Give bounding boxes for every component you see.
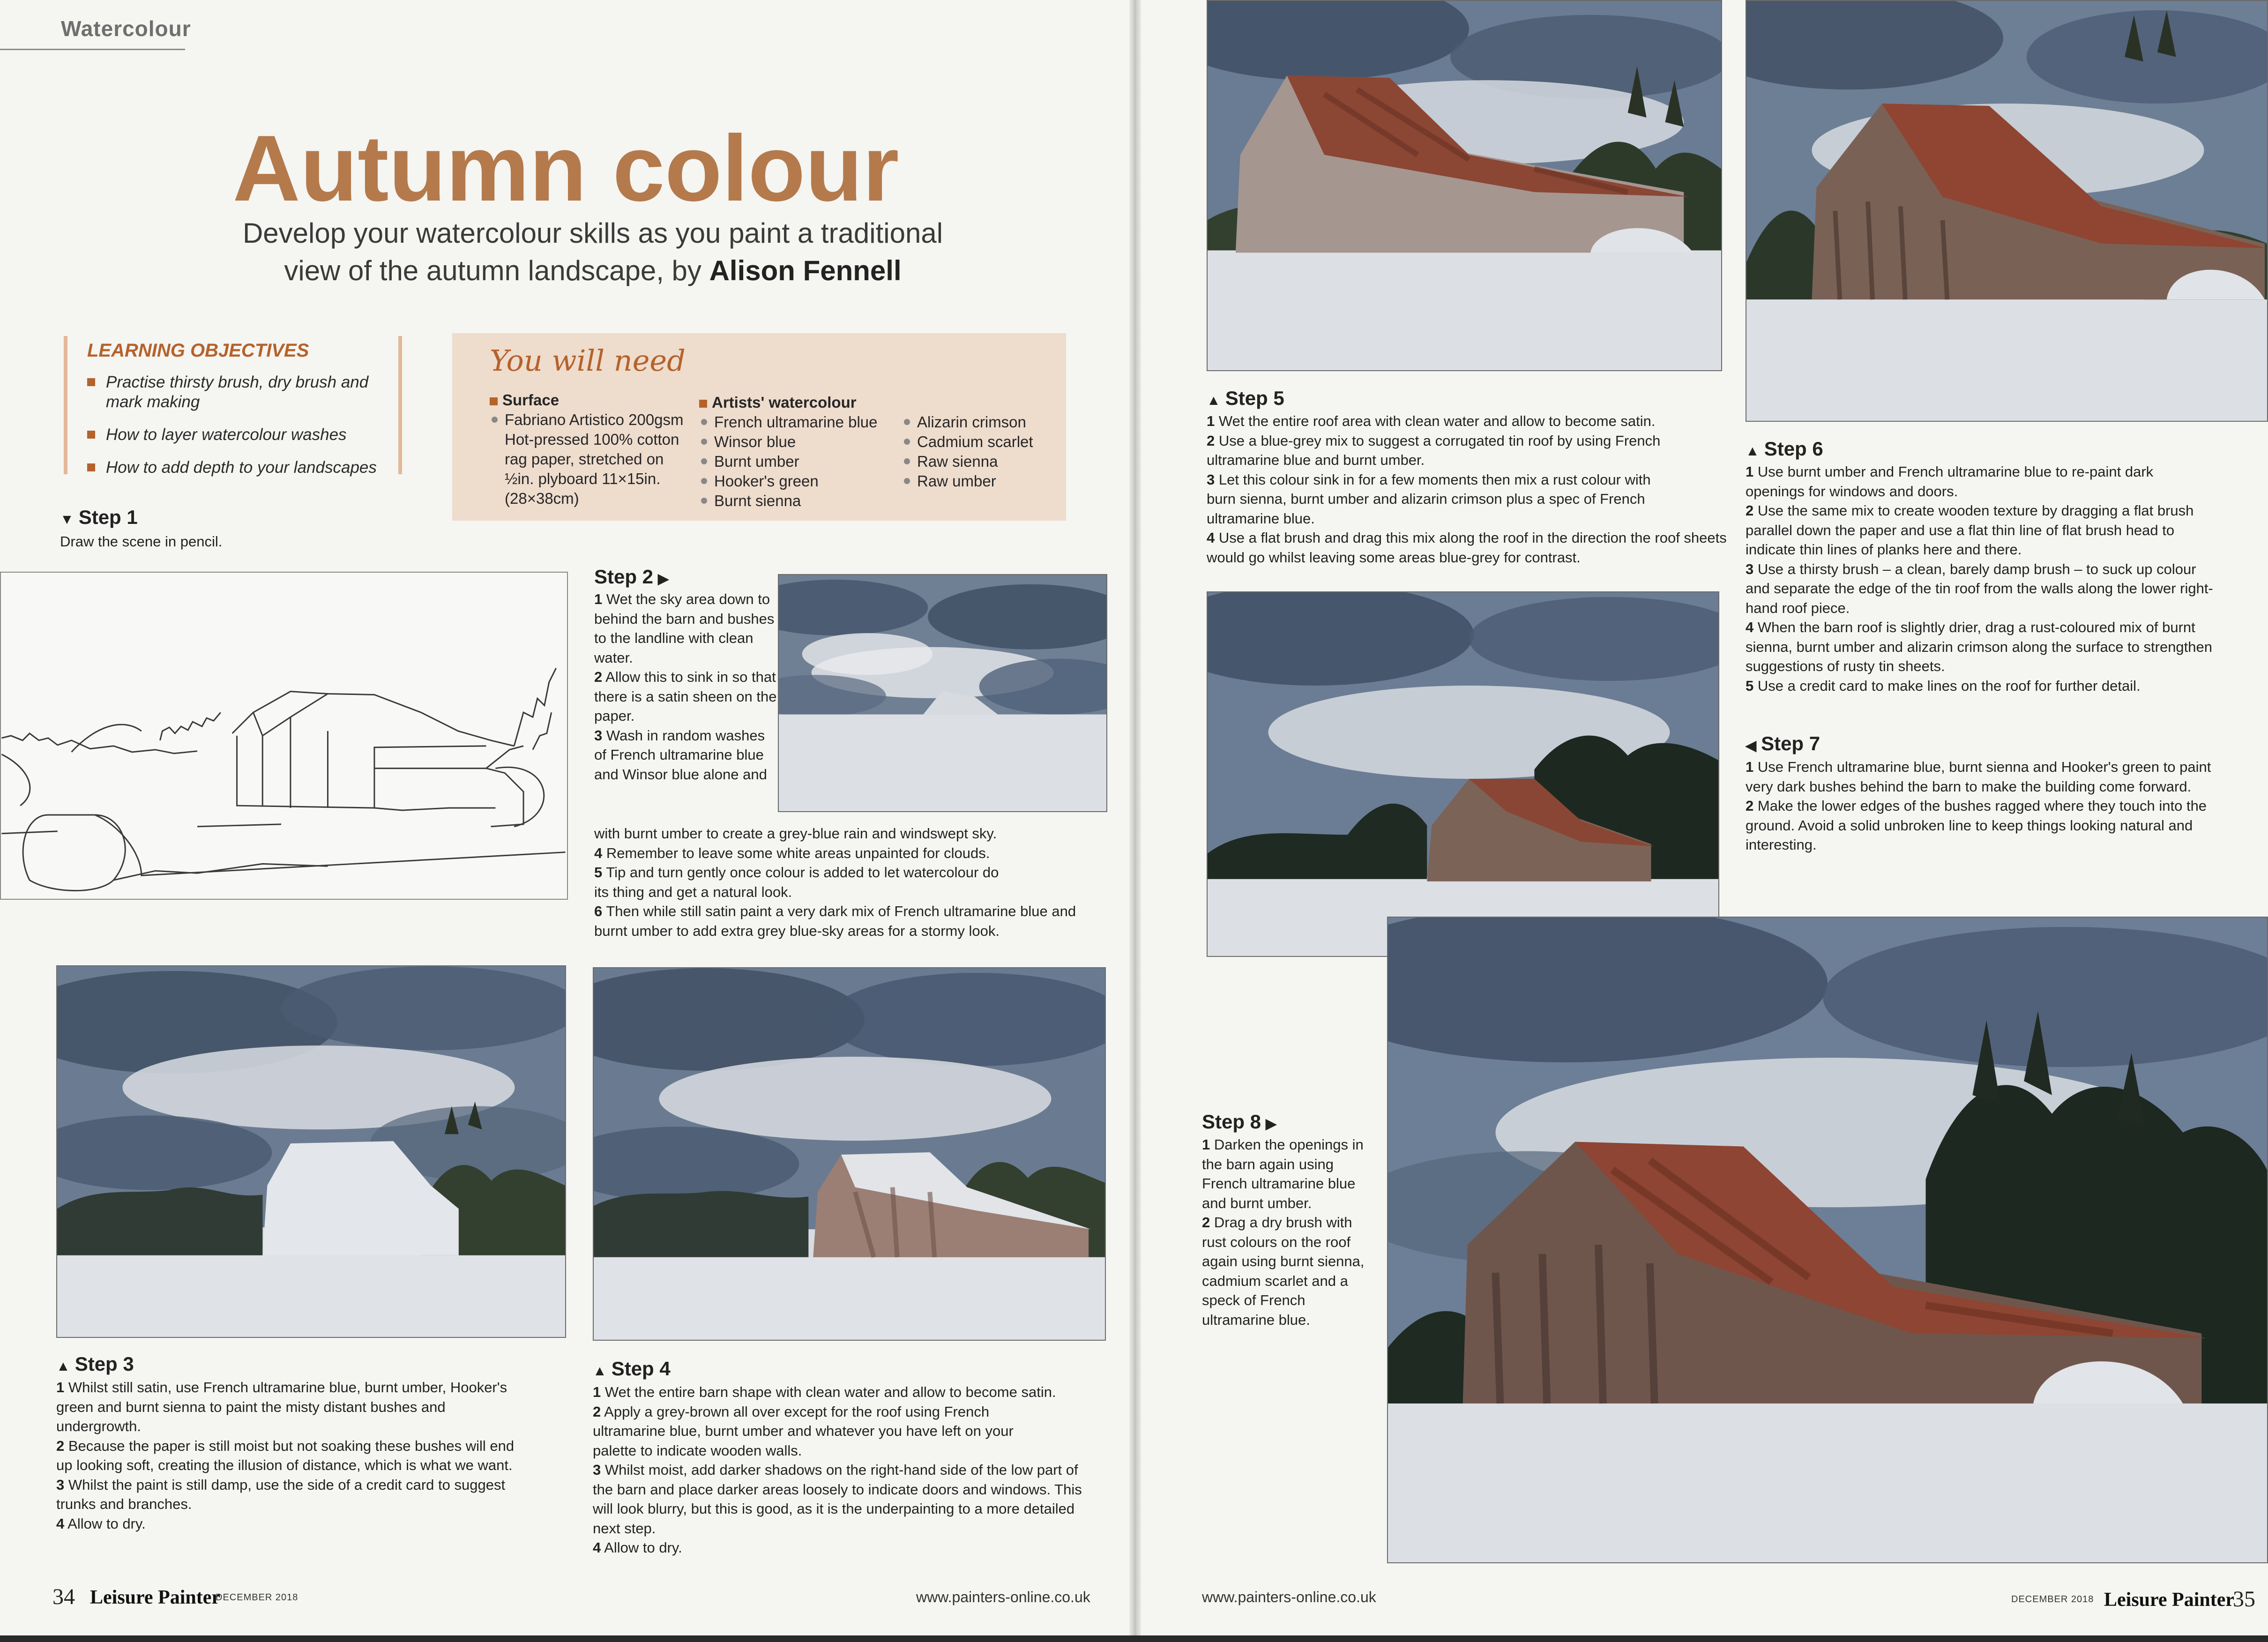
step-7-text: 1 Use French ultramarine blue, burnt sienna and Hooker's green to paint very dark bushes behind the barn to make the building come forward. 2 Make the lower edges of the bushes ragged where they touch into the ground. Avoid a solid unbroken line to keep things looking natural and interesting. bbox=[1746, 759, 2211, 853]
website-url-right: www.painters-online.co.uk bbox=[1202, 1589, 1376, 1605]
page-number-right: 35 bbox=[2233, 1587, 2255, 1612]
section-tag: Watercolour bbox=[61, 16, 191, 41]
step-2-text-a: 1 Wet the sky area down to behind the barn and bushes to the landline with clean water. 2 Allow this to sink in so that there is a satin sheen on the paper. 3 Wash in random washes of French ultramarine blue and Winsor blue alone and bbox=[594, 591, 777, 783]
step-8-text: 1 Darken the openings in the barn again using French ultramarine blue and burnt umber. 2 Drag a dry brush with rust colours on the roof again using burnt sienna, cadmium scarlet and a speck of French ultramarine blue. bbox=[1202, 1136, 1365, 1328]
bullet-square-icon bbox=[87, 431, 95, 439]
step-1-text: Draw the scene in pencil. bbox=[60, 533, 223, 550]
step-6-painting bbox=[1746, 0, 2268, 422]
triangle-up-icon: ▲ bbox=[1746, 443, 1760, 459]
step-5-painting bbox=[1207, 0, 1722, 371]
paint-item: Cadmium scarlet bbox=[902, 432, 1061, 452]
step-2-text-b: with burnt umber to create a grey-blue rain and windswept sky. 4 Remember to leave some white areas unpainted for clouds. 5 Tip and turn gently once colour is added to let watercolour do its thing and get a natural look. 6 Then while still satin paint a very dark mix of French ultramarine blue and burnt umber to add extra grey blue-sky areas for a stormy look. bbox=[594, 825, 1076, 939]
step-7-painting bbox=[1207, 591, 1719, 957]
paint-item: Alizarin crimson bbox=[902, 412, 1061, 432]
triangle-up-icon: ▲ bbox=[1207, 393, 1221, 408]
pencil-sketch-drawing bbox=[1, 573, 567, 899]
step-4-text: 1 Wet the entire barn shape with clean water and allow to become satin. 2 Apply a grey-brown all over except for the roof using French ultramarine blue, burnt umber and whatever you have left on your palette to indicate wooden walls. 3 Whilst moist, add darker shadows on the right-hand side of the low part of the barn and place darker areas loosely to indicate doors and windows. This will look blurry, but this is good, as it is the underpainting to a more detailed next step. 4 Allow to dry. bbox=[593, 1384, 1082, 1556]
materials-surface bbox=[490, 390, 691, 508]
objective-item: Practise thirsty brush, dry brush and mark making bbox=[87, 373, 396, 412]
magazine-brand-right: Leisure Painter bbox=[2104, 1589, 2235, 1611]
step-3-text: 1 Whilst still satin, use French ultramarine blue, burnt umber, Hooker's green and burnt sienna to paint the misty distant bushes and undergrowth. 2 Because the paper is still moist but not soaking these bushes will end up looking soft, creating the illusion of distance, which is what we want. 3 Whilst the paint is still damp, use the side of a credit card to suggest trunks and branches. 4 Allow to dry. bbox=[56, 1379, 515, 1532]
triangle-right-icon: ▶ bbox=[1266, 1116, 1277, 1132]
subtitle-line-1: Develop your watercolour skills as you paint a traditional bbox=[242, 217, 943, 249]
website-url-left: www.painters-online.co.uk bbox=[916, 1589, 1090, 1605]
triangle-left-icon: ◀ bbox=[1746, 738, 1757, 754]
objectives-bar-left bbox=[64, 336, 67, 474]
triangle-right-icon: ▶ bbox=[658, 571, 669, 587]
step-3-painting bbox=[56, 965, 566, 1338]
triangle-down-icon: ▼ bbox=[60, 512, 74, 527]
paint-item: Hooker's green bbox=[699, 471, 901, 491]
step-5-text: 1 Wet the entire roof area with clean water and allow to become satin. 2 Use a blue-grey mix to suggest a corrugated tin roof by using French ultramarine blue and burnt umber. 3 Let this colour sink in for a few moments then mix a rust colour with burn sienna, burnt umber and alizarin crimson plus a spec of French ultramarine blue. 4 Use a flat brush and drag this mix along the roof in the direction the roof sheets would go whilst leaving some areas blue-grey for contrast. bbox=[1207, 413, 1727, 566]
article-title: Autumn colour bbox=[232, 116, 899, 221]
step-7-heading: ◀ Step 7 bbox=[1746, 732, 1820, 754]
paints-heading: Artists' watercolour bbox=[699, 393, 901, 412]
step-1-sketch bbox=[0, 572, 568, 900]
surface-heading: Surface bbox=[490, 390, 691, 410]
spine-gutter bbox=[1129, 0, 1141, 1642]
paint-item: Burnt sienna bbox=[699, 491, 901, 511]
issue-date-right: DECEMBER 2018 bbox=[2011, 1594, 2094, 1605]
objectives-list bbox=[87, 373, 396, 491]
step-2-painting bbox=[778, 574, 1107, 812]
materials-heading: You will need bbox=[490, 343, 686, 378]
surface-item: Fabriano Artistico 200gsm Hot-pressed 100% cotton rag paper, stretched on ½in. plyboard 11×15in. (28×38cm) bbox=[490, 410, 691, 508]
triangle-up-icon: ▲ bbox=[593, 1363, 607, 1379]
objective-item: How to add depth to your landscapes bbox=[87, 458, 396, 478]
scan-edge bbox=[0, 1635, 2268, 1642]
paint-item: Raw umber bbox=[902, 471, 1061, 491]
step-6-heading: ▲ Step 6 bbox=[1746, 438, 1823, 460]
paint-item: French ultramarine blue bbox=[699, 412, 901, 432]
step-4-heading: ▲ Step 4 bbox=[593, 1358, 671, 1380]
step-1-heading: ▼ Step 1 bbox=[60, 506, 138, 528]
left-page bbox=[0, 0, 1132, 1642]
step-8-painting bbox=[1387, 917, 2268, 1563]
article-subtitle bbox=[206, 215, 979, 290]
section-rule bbox=[0, 49, 185, 50]
subtitle-line-2: view of the autumn landscape, by bbox=[284, 255, 701, 286]
step-5-heading: ▲ Step 5 bbox=[1207, 387, 1284, 409]
step-8-heading: Step 8 ▶ bbox=[1202, 1111, 1277, 1133]
objectives-bar-right bbox=[398, 336, 402, 474]
objective-item: How to layer watercolour washes bbox=[87, 425, 396, 445]
bullet-square-icon bbox=[87, 463, 95, 471]
magazine-brand-left: Leisure Painter bbox=[90, 1587, 221, 1608]
materials-paints-1 bbox=[699, 393, 901, 511]
right-page bbox=[1136, 0, 2268, 1642]
page-number-left: 34 bbox=[52, 1584, 75, 1609]
step-6-text: 1 Use burnt umber and French ultramarine blue to re-paint dark openings for windows and doors. 2 Use the same mix to create wooden texture by dragging a flat brush parallel down the paper and use a flat thin line of flat brush head to indicate thin lines of planks here and there. 3 Use a thirsty brush – a clean, barely damp brush – to suck up colour and separate the edge of the tin roof from the walls along the lower right-hand roof piece. 4 When the barn roof is slightly drier, drag a rust-coloured mix of burnt sienna, burnt umber and alizarin crimson along the surface to strengthen suggestions of rusty tin sheets. 5 Use a credit card to make lines on the roof for further detail. bbox=[1746, 463, 2213, 694]
objectives-heading: LEARNING OBJECTIVES bbox=[87, 340, 309, 361]
step-3-heading: ▲ Step 3 bbox=[56, 1353, 134, 1375]
author-name: Alison Fennell bbox=[709, 255, 902, 286]
paint-item: Burnt umber bbox=[699, 452, 901, 471]
paint-item: Winsor blue bbox=[699, 432, 901, 452]
materials-paints-2 bbox=[902, 412, 1061, 491]
bullet-square-icon bbox=[87, 378, 95, 386]
step-4-painting bbox=[593, 967, 1106, 1341]
step-2-heading: Step 2 ▶ bbox=[594, 566, 669, 588]
paint-item: Raw sienna bbox=[902, 452, 1061, 471]
issue-date-left: DECEMBER 2018 bbox=[216, 1592, 298, 1603]
triangle-up-icon: ▲ bbox=[56, 1358, 70, 1374]
